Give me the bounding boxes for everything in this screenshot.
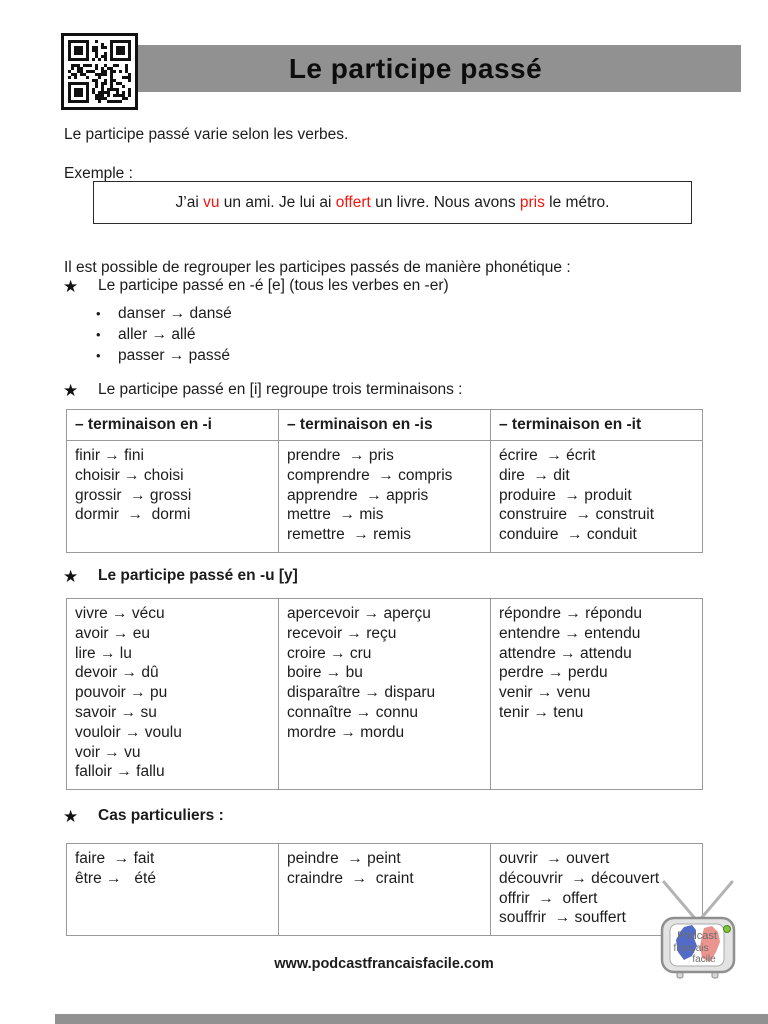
- section-heading-u: [63, 567, 298, 586]
- participle-highlight: vu: [203, 193, 220, 211]
- example-label: Exemple :: [64, 164, 133, 182]
- sentence-text: un ami. Je lui ai: [219, 193, 336, 211]
- section-heading-label: Le participe passé en -u [y]: [98, 567, 298, 584]
- verb-entry: apprendre → appris: [287, 486, 429, 504]
- verb-entry: entendre → entendu: [499, 624, 641, 642]
- table-cas-particuliers: [66, 843, 703, 936]
- verb-entry: mettre → mis: [287, 506, 384, 524]
- example-box: [93, 181, 692, 224]
- verb-entry: souffrir → souffert: [499, 909, 626, 927]
- verb-entry: aller → allé: [118, 326, 196, 343]
- verb-entry: conduire → conduit: [499, 526, 637, 544]
- verb-entry: disparaître → disparu: [287, 684, 436, 702]
- section-heading-e: [63, 277, 449, 296]
- verb-entry: attendre → attendu: [499, 644, 632, 662]
- table-participes-u: [66, 598, 703, 790]
- verb-entry: perdre → perdu: [499, 664, 608, 682]
- table-terminaisons-i: [66, 409, 703, 553]
- verb-table: [66, 409, 703, 553]
- table-cell: [491, 599, 703, 790]
- page-title: Le participe passé: [288, 52, 543, 84]
- table-cell: [67, 599, 279, 790]
- title-banner: [90, 45, 741, 92]
- star-icon: ★: [63, 567, 79, 586]
- table-cell: [491, 441, 703, 553]
- qr-code: [61, 33, 138, 110]
- bullet-icon: •: [96, 348, 101, 363]
- section-heading-label: Le participe passé en -é [e] (tous les verbes en -er): [98, 277, 449, 294]
- bullet-item: [96, 345, 232, 366]
- verb-entry: danser → dansé: [118, 305, 232, 322]
- tv-logo: [648, 872, 748, 984]
- intro-text: Le participe passé varie selon les verbes.: [64, 125, 349, 143]
- bullet-list: [96, 303, 232, 366]
- table-cell: [67, 441, 279, 553]
- sentence-text: J’ai: [175, 193, 204, 211]
- bullet-item: [96, 324, 232, 345]
- column-header: – terminaison en -it: [491, 410, 703, 441]
- verb-entry: venir → venu: [499, 684, 591, 702]
- verb-entry: finir → fini: [75, 447, 144, 464]
- bullet-icon: •: [96, 327, 101, 342]
- verb-entry: mordre → mordu: [287, 723, 405, 741]
- verb-table: [66, 843, 703, 936]
- logo-text-facile: facile: [692, 954, 716, 965]
- verb-entry: choisir → choisi: [75, 466, 184, 484]
- verb-entry: savoir → su: [75, 703, 157, 721]
- verb-entry: offrir → offert: [499, 889, 598, 907]
- verb-entry: vouloir → voulu: [75, 723, 182, 741]
- verb-entry: connaître → connu: [287, 703, 418, 721]
- sentence-text: un livre. Nous avons: [370, 193, 520, 211]
- star-icon: ★: [63, 277, 79, 296]
- section-heading-label: Cas particuliers :: [98, 807, 224, 824]
- logo-text-francais: français: [673, 943, 709, 954]
- verb-entry: comprendre → compris: [287, 466, 453, 484]
- sentence-text: le métro.: [544, 193, 610, 211]
- verb-entry: recevoir → reçu: [287, 624, 397, 642]
- verb-entry: prendre → pris: [287, 447, 394, 464]
- verb-entry: passer → passé: [118, 347, 230, 364]
- verb-table: [66, 598, 703, 790]
- verb-entry: falloir → fallu: [75, 763, 165, 781]
- table-cell: [279, 599, 491, 790]
- verb-entry: vivre → vécu: [75, 605, 165, 622]
- section-heading-cas: [63, 807, 224, 826]
- verb-entry: construire → construit: [499, 506, 655, 524]
- verb-entry: découvrir → découvert: [499, 869, 660, 887]
- example-sentence: [176, 194, 610, 212]
- verb-entry: craindre → craint: [287, 869, 414, 887]
- verb-entry: pouvoir → pu: [75, 684, 168, 702]
- verb-entry: tenir → tenu: [499, 703, 584, 721]
- section-heading-i: [63, 381, 462, 400]
- verb-entry: écrire → écrit: [499, 447, 596, 464]
- star-icon: ★: [63, 807, 79, 826]
- power-led-icon: [724, 926, 731, 933]
- verb-entry: dormir → dormi: [75, 506, 191, 524]
- table-cell: [279, 441, 491, 553]
- bullet-icon: •: [96, 306, 101, 321]
- table-cell: [279, 844, 491, 936]
- verb-entry: grossir → grossi: [75, 486, 192, 504]
- verb-entry: ouvrir → ouvert: [499, 850, 610, 867]
- verb-entry: voir → vu: [75, 743, 141, 761]
- verb-entry: faire → fait: [75, 850, 155, 867]
- verb-entry: peindre → peint: [287, 850, 401, 867]
- verb-entry: apercevoir → aperçu: [287, 605, 431, 622]
- bullet-item: [96, 303, 232, 324]
- verb-entry: être → été: [75, 869, 156, 887]
- bottom-bar: [55, 1014, 768, 1024]
- section-heading-label: Le participe passé en [i] regroupe trois terminaisons :: [98, 381, 463, 398]
- participle-highlight: pris: [519, 193, 545, 211]
- antenna-icon: [664, 882, 732, 922]
- verb-entry: boire → bu: [287, 664, 363, 682]
- verb-entry: répondre → répondu: [499, 605, 643, 622]
- verb-entry: lire → lu: [75, 644, 132, 662]
- verb-entry: remettre → remis: [287, 526, 412, 544]
- logo-text-podcast: Podcast: [677, 930, 717, 942]
- verb-entry: produire → produit: [499, 486, 632, 504]
- table-cell: [67, 844, 279, 936]
- verb-entry: devoir → dû: [75, 664, 159, 682]
- column-header: – terminaison en -i: [67, 410, 279, 441]
- grouping-text: Il est possible de regrouper les participes passés de manière phonétique :: [64, 258, 571, 276]
- verb-entry: avoir → eu: [75, 624, 150, 642]
- verb-entry: dire → dit: [499, 466, 570, 484]
- verb-entry: croire → cru: [287, 644, 372, 662]
- star-icon: ★: [63, 381, 79, 400]
- column-header: – terminaison en -is: [279, 410, 491, 441]
- participle-highlight: offert: [335, 193, 371, 211]
- footer-url: www.podcastfrancaisfacile.com: [274, 956, 494, 972]
